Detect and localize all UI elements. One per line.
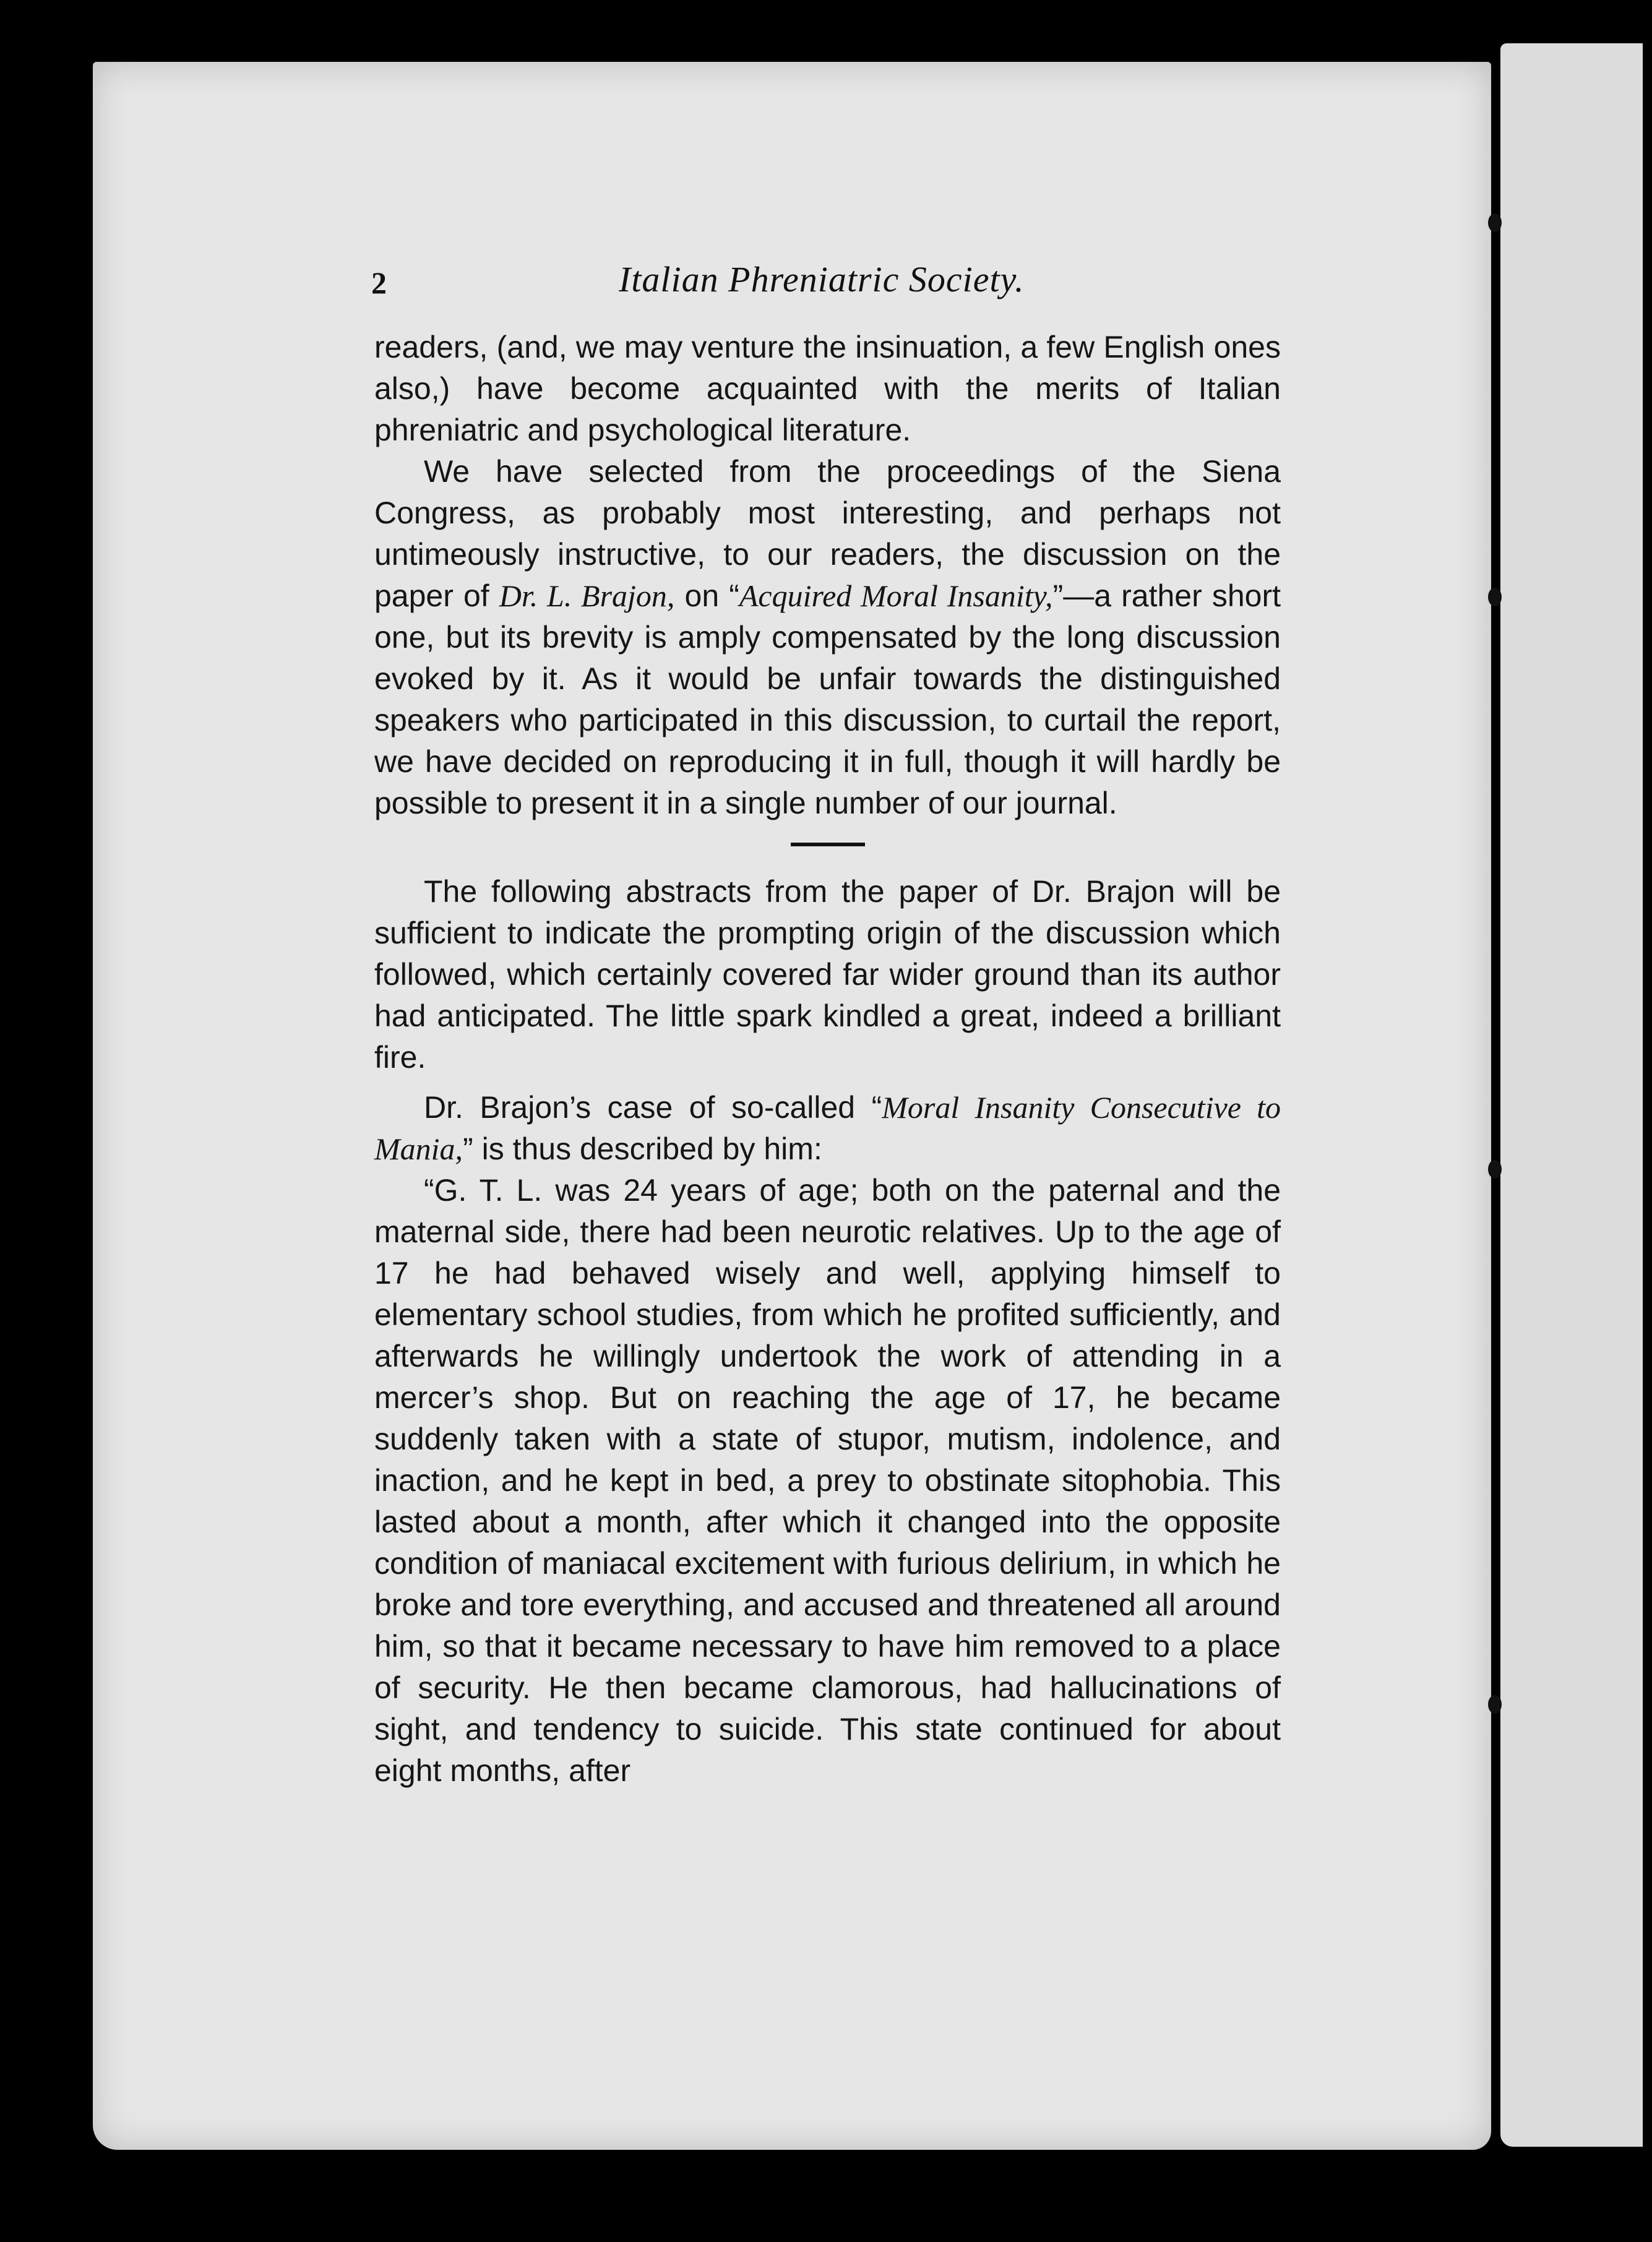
paragraph-4-case-title: Moral Insanity Consecutive to Mania,	[374, 1090, 1281, 1166]
paragraph-4	[374, 1087, 1281, 1170]
page-number: 2	[371, 265, 387, 300]
paragraph-2-text-a: We have selected from the proceedings of the Siena Congress, as probably most interesting, and perhaps not untimeously instructive, to our readers, the discussion on the paper of	[374, 454, 1281, 613]
running-title: Italian Phreniatric Society.	[619, 259, 1025, 299]
binding-mark	[1488, 1160, 1502, 1179]
paragraph-5: “G. T. L. was 24 years of age; both on the paternal and the maternal side, there had been neurotic relatives. Up to the age of 17 he had behaved wisely and well, applying himself to elementary school studies, from which he profited sufficiently, and afterwards he willingly undertook the work of attending in a mercer’s shop. But on reaching the age of 17, he became suddenly taken with a state of stupor, mutism, indolence, and inaction, and he kept in bed, a prey to obstinate sitophobia. This lasted about a month, after which it changed into the opposite condition of maniacal excitement with furious delirium, in which he broke and tore everything, and accused and threatened all around him, so that it became necessary to have him removed to a place of security. He then became clamorous, had hallucinations of sight, and tendency to suicide. This state continued for about eight months, after	[374, 1173, 1281, 1788]
paragraph-spacer	[374, 1078, 1281, 1087]
binding-mark	[1488, 588, 1502, 606]
paragraph-2-text-c: ”—a rather short one, but its brevity is amply compensated by the long discussion evoked by it. As it would be unfair towards the distinguished speakers who participated in this discussion, to curtail the report, we have decided on reproducing it in full, though it will hardly be possible to present it in a single number of our journal.	[374, 578, 1281, 820]
paragraph-4-text-a: Dr. Brajon’s case of so-called “	[424, 1090, 882, 1125]
paragraph-2	[374, 451, 1281, 824]
section-rule	[791, 843, 865, 846]
paragraph-2-paper-title: Acquired Moral Insanity,	[739, 578, 1053, 613]
paragraph-2-author: Dr. L. Brajon,	[499, 578, 675, 613]
facing-page-edge	[1500, 43, 1643, 2147]
paragraph-4-text-b: ” is thus described by him:	[463, 1132, 822, 1166]
binding-mark	[1488, 213, 1502, 232]
binding-mark	[1488, 1695, 1502, 1714]
paragraph-2-text-b: on “	[674, 578, 739, 613]
paragraph-1: readers, (and, we may venture the insinuation, a few English ones also,) have become acquainted with the merits of Italian phreniatric and psychological literature.	[374, 330, 1281, 447]
paragraph-3: The following abstracts from the paper of Dr. Brajon will be sufficient to indicate the prompting origin of the discussion which followed, which certainly covered far wider ground than its author had anticipated. The little spark kindled a great, indeed a brilliant fire.	[374, 874, 1281, 1075]
body-text	[374, 327, 1281, 1792]
